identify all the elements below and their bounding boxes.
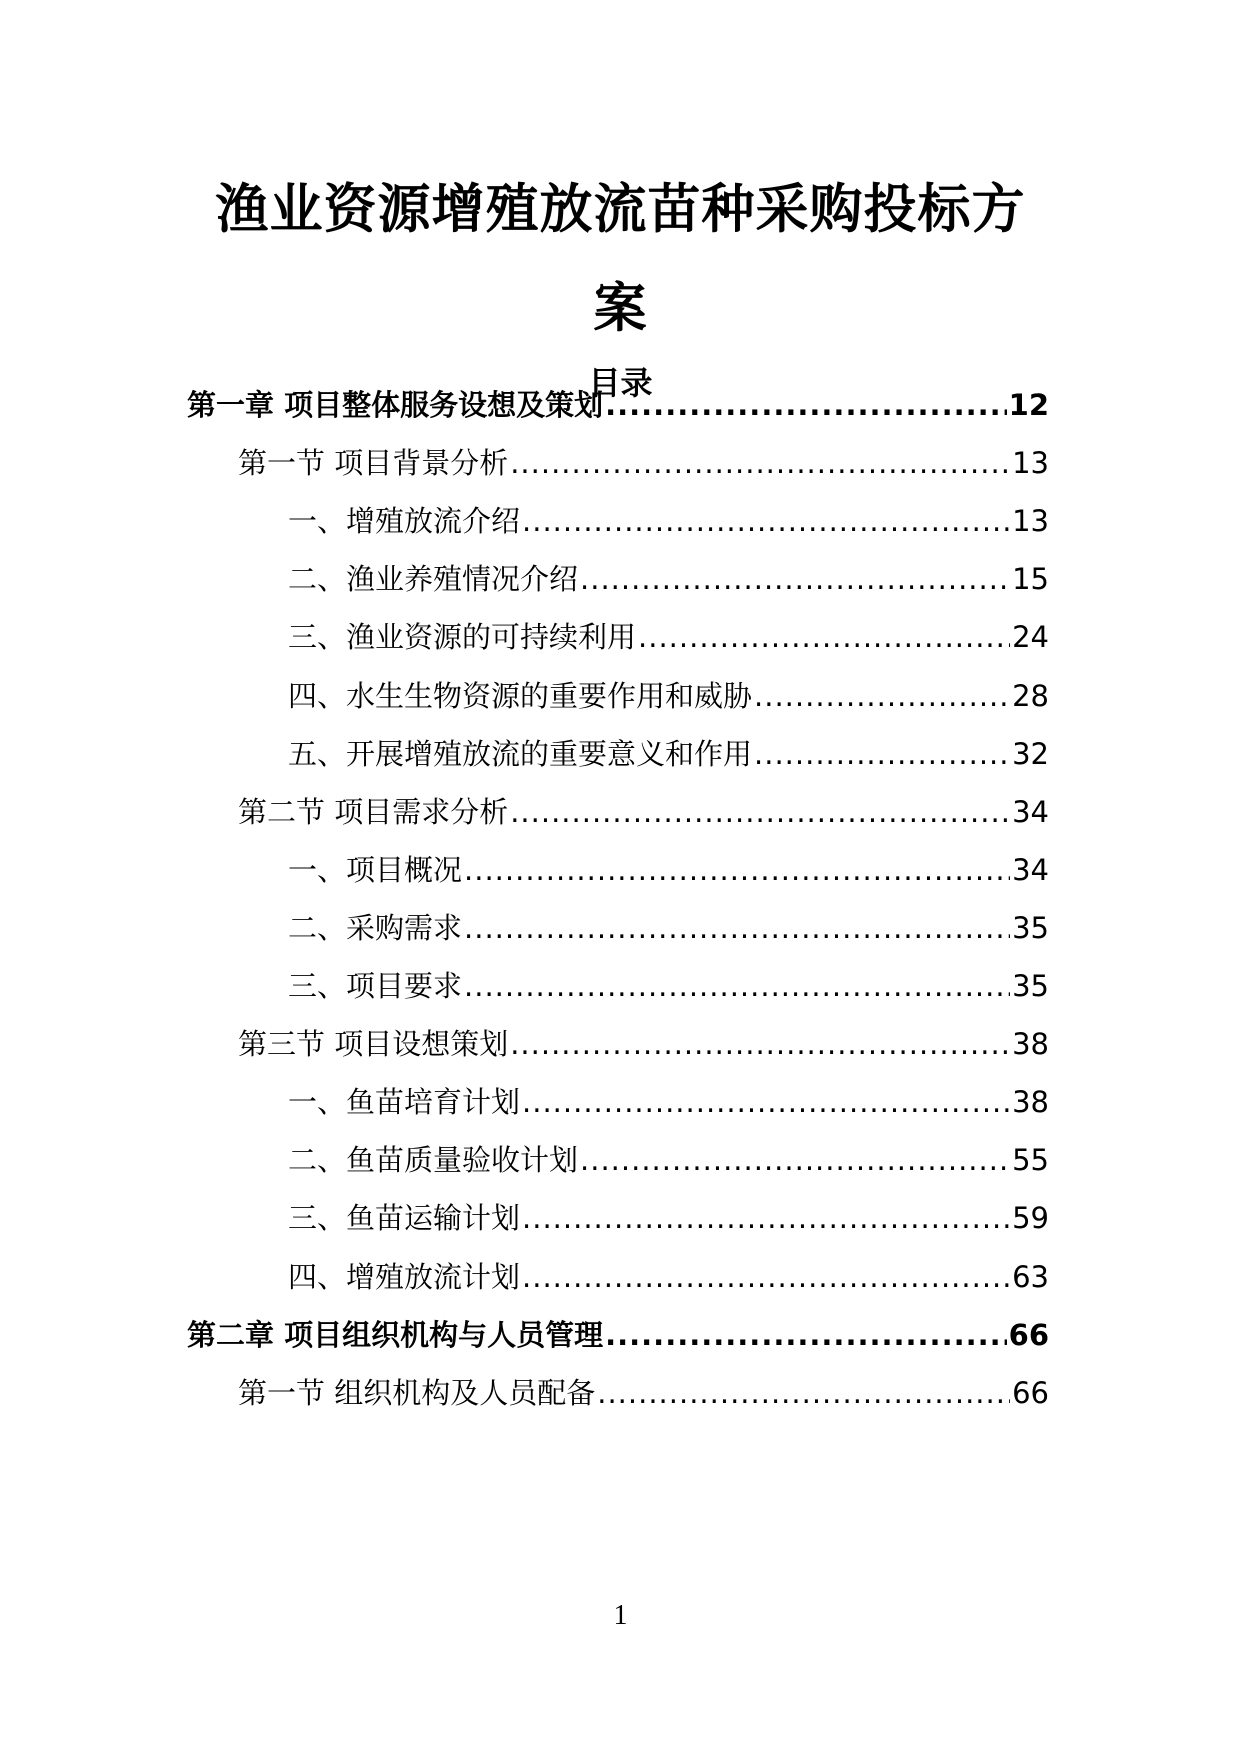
toc-entry-page-number: 38 xyxy=(1012,1085,1049,1120)
toc-entry-page-number: 24 xyxy=(1012,620,1049,655)
toc-entry-label: 一、增殖放流介绍 xyxy=(288,504,521,539)
toc-entry-page-number: 66 xyxy=(1008,1317,1049,1352)
toc-dot-leader xyxy=(605,1315,1007,1355)
toc-entry[interactable] xyxy=(288,617,1049,657)
toc-dot-leader xyxy=(522,1257,1010,1297)
toc-entry-label: 四、增殖放流计划 xyxy=(288,1259,521,1294)
toc-entry[interactable] xyxy=(288,1140,1049,1180)
toc-entry[interactable] xyxy=(238,1373,1049,1413)
toc-entry[interactable] xyxy=(288,1257,1049,1297)
toc-dot-leader xyxy=(464,908,1010,948)
toc-entry-page-number: 63 xyxy=(1012,1259,1049,1294)
toc-entry[interactable] xyxy=(288,676,1049,716)
toc-dot-leader xyxy=(580,559,1010,599)
toc-entry[interactable] xyxy=(288,1198,1049,1238)
toc-entry-page-number: 38 xyxy=(1012,1027,1049,1062)
toc-entry-page-number: 13 xyxy=(1012,504,1049,539)
toc-dot-leader xyxy=(522,1198,1010,1238)
toc-entry-label: 二、渔业养殖情况介绍 xyxy=(288,562,579,597)
toc-entry-page-number: 28 xyxy=(1012,678,1049,713)
toc-dot-leader xyxy=(522,501,1010,541)
toc-entry-page-number: 13 xyxy=(1012,446,1049,481)
toc-entry[interactable] xyxy=(187,385,1049,425)
toc-dot-leader xyxy=(464,850,1010,890)
toc-entry-label: 第二章 项目组织机构与人员管理 xyxy=(187,1317,604,1352)
toc-entry-page-number: 59 xyxy=(1012,1201,1049,1236)
toc-dot-leader xyxy=(580,1140,1010,1180)
toc-entry-page-number: 55 xyxy=(1012,1143,1049,1178)
toc-entry-label: 一、项目概况 xyxy=(288,852,463,887)
toc-dot-leader xyxy=(605,385,1007,425)
toc-entry-label: 二、采购需求 xyxy=(288,910,463,945)
document-title-line-1: 渔业资源增殖放流苗种采购投标方 xyxy=(215,179,1026,240)
document-title-line-2: 案 xyxy=(593,278,648,339)
toc-entry[interactable] xyxy=(288,734,1049,774)
toc-entry-page-number: 15 xyxy=(1012,562,1049,597)
toc-entry-label: 一、鱼苗培育计划 xyxy=(288,1085,521,1120)
toc-entry[interactable] xyxy=(288,850,1049,890)
toc-entry[interactable] xyxy=(288,501,1049,541)
toc-entry-page-number: 32 xyxy=(1012,736,1049,771)
toc-entry-page-number: 35 xyxy=(1012,969,1049,1003)
toc-entry-label: 第一节 项目背景分析 xyxy=(238,446,509,481)
toc-dot-leader xyxy=(754,734,1010,774)
toc-entry-label: 三、鱼苗运输计划 xyxy=(288,1201,521,1236)
toc-entry[interactable] xyxy=(187,1315,1049,1355)
toc-entry-label: 四、水生生物资源的重要作用和威胁 xyxy=(288,678,753,713)
toc-entry-label: 五、开展增殖放流的重要意义和作用 xyxy=(288,736,753,771)
toc-entry[interactable] xyxy=(288,559,1049,599)
toc-dot-leader xyxy=(638,617,1010,657)
toc-entry-page-number: 34 xyxy=(1012,852,1049,887)
toc-entry-label: 第二节 项目需求分析 xyxy=(238,794,509,829)
toc-entry-label: 三、项目要求 xyxy=(288,969,463,1003)
toc-entry[interactable] xyxy=(288,908,1049,948)
toc-entry-label: 第一章 项目整体服务设想及策划 xyxy=(187,388,604,422)
toc-entry[interactable] xyxy=(238,1024,1049,1064)
toc-entry-page-number: 12 xyxy=(1008,388,1049,422)
toc-entry-label: 第一节 组织机构及人员配备 xyxy=(238,1375,596,1410)
toc-entry[interactable] xyxy=(238,792,1049,832)
toc-entry-label: 第三节 项目设想策划 xyxy=(238,1027,509,1062)
toc-entry-label: 三、渔业资源的可持续利用 xyxy=(288,620,637,655)
toc-dot-leader xyxy=(510,443,1010,483)
toc-entry-page-number: 66 xyxy=(1012,1375,1049,1410)
toc-entry-label: 二、鱼苗质量验收计划 xyxy=(288,1143,579,1178)
toc-entry[interactable] xyxy=(288,966,1049,1006)
toc-dot-leader xyxy=(522,1082,1010,1122)
toc-heading: 目录 xyxy=(588,364,653,402)
toc-entry[interactable] xyxy=(238,443,1049,483)
toc-dot-leader xyxy=(464,966,1010,1006)
toc-entry-page-number: 35 xyxy=(1012,910,1049,945)
toc-entry[interactable] xyxy=(288,1082,1049,1122)
toc-dot-leader xyxy=(754,676,1010,716)
toc-entry-page-number: 34 xyxy=(1012,794,1049,829)
toc-dot-leader xyxy=(597,1373,1010,1413)
page-number: 1 xyxy=(613,1600,628,1631)
toc-dot-leader xyxy=(510,792,1010,832)
toc-dot-leader xyxy=(510,1024,1010,1064)
